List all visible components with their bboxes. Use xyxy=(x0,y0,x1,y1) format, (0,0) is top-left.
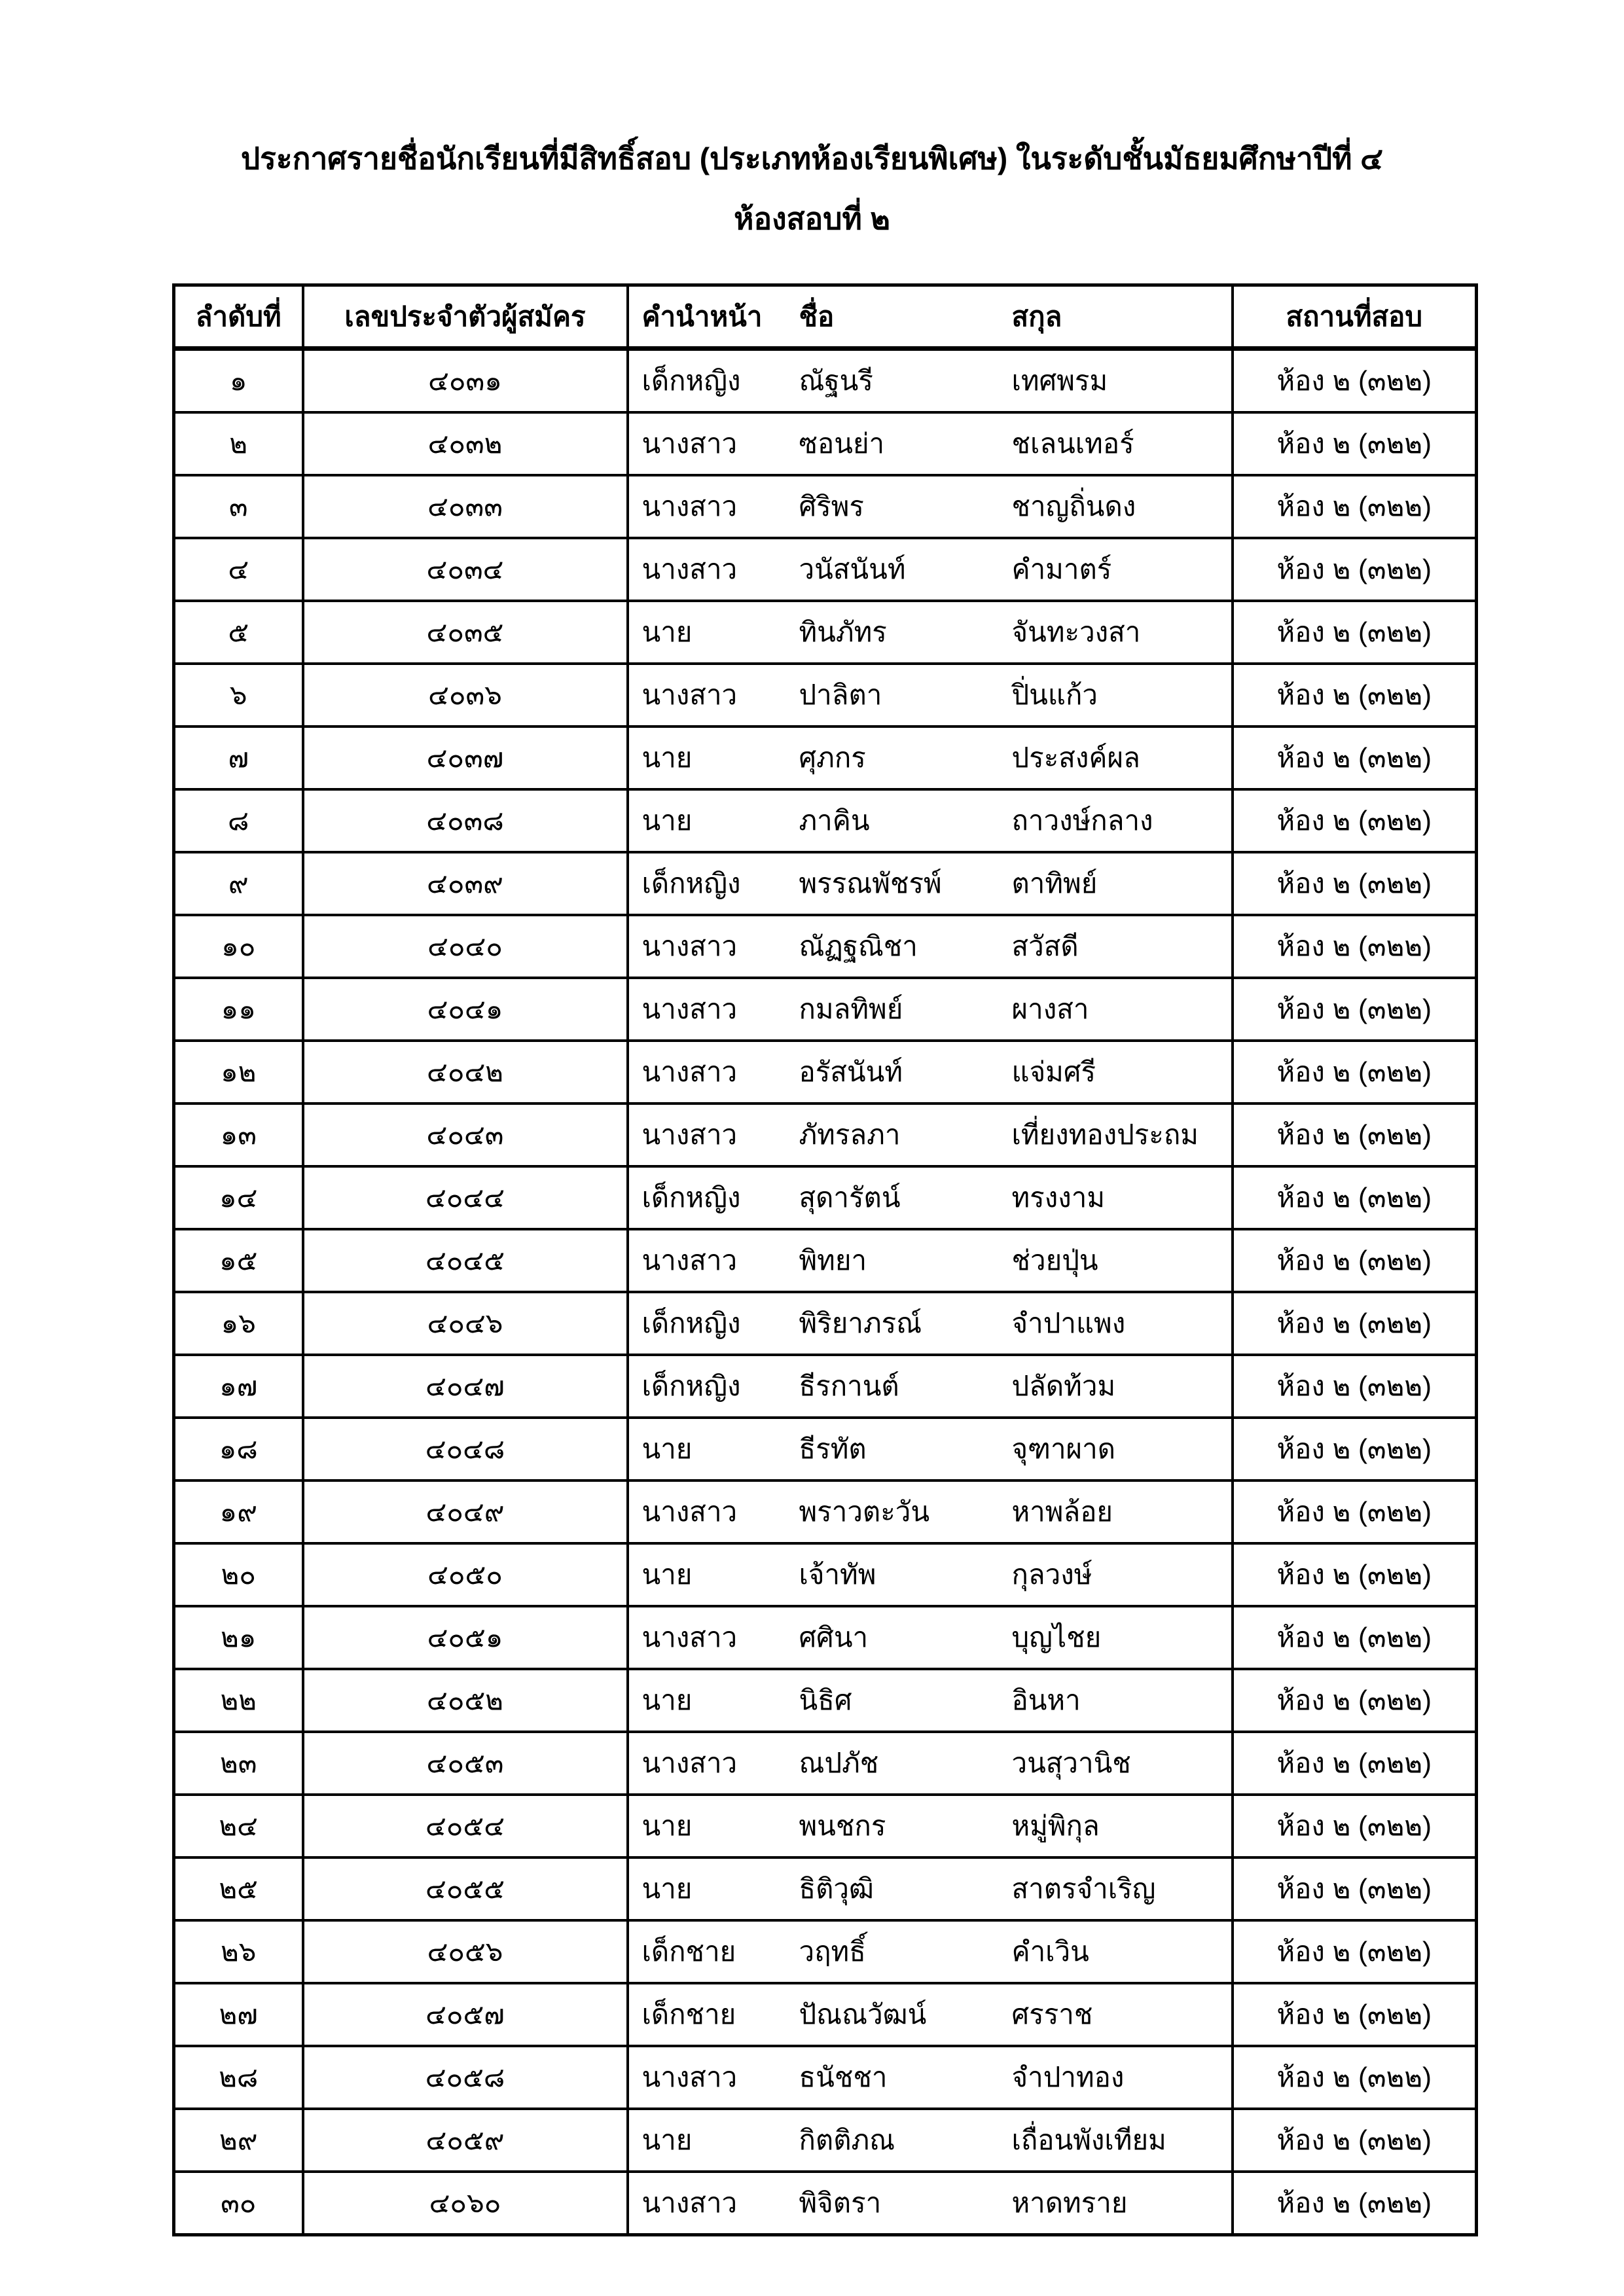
first-name-cell: พิทยา xyxy=(799,1245,867,1276)
table-row xyxy=(174,2046,1477,2109)
table-row xyxy=(174,978,1477,1041)
prefix-cell: นางสาว xyxy=(641,554,738,584)
first-name-cell: ณัฏฐณิชา xyxy=(799,931,918,961)
last-name-cell: อินหา xyxy=(1011,1685,1081,1715)
last-name-cell: ประสงค์ผล xyxy=(1011,742,1140,773)
table-row xyxy=(174,1606,1477,1669)
first-name-cell: ทินภัทร xyxy=(799,617,887,647)
table-row xyxy=(174,1543,1477,1606)
prefix-cell: นาย xyxy=(641,1559,693,1590)
last-name-cell: หาพล้อย xyxy=(1011,1496,1113,1527)
applicant-id-cell: ๔๐๔๔ xyxy=(303,1166,628,1229)
applicant-id-cell: ๔๐๕๔ xyxy=(303,1795,628,1857)
first-name-cell: ธีรกานต์ xyxy=(799,1371,899,1401)
location-cell: ห้อง ๒ (๓๒๒) xyxy=(1233,1480,1477,1543)
order-cell: ๒๔ xyxy=(174,1795,303,1857)
name-group-cell xyxy=(628,1795,1233,1857)
last-name-cell: ช่วยปุ่น xyxy=(1011,1245,1098,1276)
header-row xyxy=(174,285,1477,349)
prefix-cell: เด็กหญิง xyxy=(641,365,741,396)
order-cell: ๑๓ xyxy=(174,1103,303,1166)
first-name-cell: พิจิตรา xyxy=(799,2187,882,2218)
location-cell: ห้อง ๒ (๓๒๒) xyxy=(1233,1166,1477,1229)
page-title-line1: ประกาศรายชื่อนักเรียนที่มีสิทธิ์สอบ (ประเภทห้องเรียนพิเศษ) ในระดับชั้นมัธยมศึกษาปีที่ ๔ xyxy=(240,141,1383,175)
exam-table-body xyxy=(174,349,1477,2235)
first-name-cell: วฤทธิ์ xyxy=(799,1936,866,1967)
prefix-cell: นางสาว xyxy=(641,994,738,1024)
first-name-cell: ธนัชชา xyxy=(799,2062,888,2092)
last-name-cell: ชาญถิ่นดง xyxy=(1011,491,1136,522)
name-group-cell xyxy=(628,978,1233,1041)
last-name-cell: สวัสดี xyxy=(1011,931,1079,961)
table-row xyxy=(174,601,1477,664)
order-cell: ๙ xyxy=(174,852,303,915)
location-cell: ห้อง ๒ (๓๒๒) xyxy=(1233,1606,1477,1669)
order-cell: ๒๒ xyxy=(174,1669,303,1732)
name-group-cell xyxy=(628,2109,1233,2172)
order-cell: ๑๐ xyxy=(174,915,303,978)
name-group-cell xyxy=(628,2172,1233,2235)
last-name-cell: เที่ยงทองประถม xyxy=(1011,1119,1199,1150)
first-name-cell: อรัสนันท์ xyxy=(799,1056,903,1087)
location-cell: ห้อง ๒ (๓๒๒) xyxy=(1233,349,1477,413)
applicant-id-cell: ๔๐๔๖ xyxy=(303,1292,628,1355)
last-name-cell: หาดทราย xyxy=(1011,2187,1128,2218)
name-group-cell xyxy=(628,852,1233,915)
location-cell: ห้อง ๒ (๓๒๒) xyxy=(1233,789,1477,852)
name-group-cell xyxy=(628,1229,1233,1292)
prefix-cell: นาย xyxy=(641,617,693,647)
prefix-cell: นางสาว xyxy=(641,1056,738,1087)
applicant-id-cell: ๔๐๓๗ xyxy=(303,726,628,789)
first-name-cell: ธิติวุฒิ xyxy=(799,1873,874,1904)
location-cell: ห้อง ๒ (๓๒๒) xyxy=(1233,1732,1477,1795)
applicant-id-cell: ๔๐๕๓ xyxy=(303,1732,628,1795)
name-group-cell xyxy=(628,1355,1233,1418)
table-row xyxy=(174,2109,1477,2172)
prefix-cell: เด็กชาย xyxy=(641,1936,736,1967)
applicant-id-cell: ๔๐๕๒ xyxy=(303,1669,628,1732)
location-cell: ห้อง ๒ (๓๒๒) xyxy=(1233,601,1477,664)
first-name-cell: ภัทรลภา xyxy=(799,1119,901,1150)
location-cell: ห้อง ๒ (๓๒๒) xyxy=(1233,1920,1477,1983)
first-name-cell: ศศินา xyxy=(799,1622,869,1653)
order-cell: ๒๓ xyxy=(174,1732,303,1795)
location-cell: ห้อง ๒ (๓๒๒) xyxy=(1233,2109,1477,2172)
applicant-id-cell: ๔๐๔๕ xyxy=(303,1229,628,1292)
prefix-cell: เด็กหญิง xyxy=(641,1371,741,1401)
applicant-id-cell: ๔๐๓๕ xyxy=(303,601,628,664)
name-group-cell xyxy=(628,1983,1233,2046)
table-row xyxy=(174,1166,1477,1229)
location-cell: ห้อง ๒ (๓๒๒) xyxy=(1233,1229,1477,1292)
name-group-cell xyxy=(628,1732,1233,1795)
prefix-cell: เด็กหญิง xyxy=(641,1182,741,1213)
col-header-name-group xyxy=(628,285,1233,349)
applicant-id-cell: ๔๐๔๑ xyxy=(303,978,628,1041)
last-name-cell: วนสุวานิช xyxy=(1011,1748,1131,1778)
location-cell: ห้อง ๒ (๓๒๒) xyxy=(1233,1041,1477,1103)
first-name-cell: ภาคิน xyxy=(799,805,870,836)
applicant-id-cell: ๔๐๕๕ xyxy=(303,1857,628,1920)
last-name-cell: ปลัดท้วม xyxy=(1011,1371,1116,1401)
location-cell: ห้อง ๒ (๓๒๒) xyxy=(1233,852,1477,915)
order-cell: ๔ xyxy=(174,538,303,601)
last-name-cell: ชเลนเทอร์ xyxy=(1011,428,1134,459)
location-cell: ห้อง ๒ (๓๒๒) xyxy=(1233,475,1477,538)
last-name-cell: เถื่อนพังเทียม xyxy=(1011,2125,1166,2155)
location-cell: ห้อง ๒ (๓๒๒) xyxy=(1233,1418,1477,1480)
col-header-first-name: ชื่อ xyxy=(799,300,835,332)
prefix-cell: นาย xyxy=(641,1810,693,1841)
first-name-cell: สุดารัตน์ xyxy=(799,1182,901,1213)
first-name-cell: นิธิศ xyxy=(799,1685,852,1715)
location-cell: ห้อง ๒ (๓๒๒) xyxy=(1233,538,1477,601)
prefix-cell: เด็กหญิง xyxy=(641,868,741,899)
first-name-cell: ปาลิตา xyxy=(799,679,882,710)
name-group-cell xyxy=(628,475,1233,538)
last-name-cell: ปิ่นแก้ว xyxy=(1011,679,1098,710)
applicant-id-cell: ๔๐๕๗ xyxy=(303,1983,628,2046)
last-name-cell: จุฑาผาด xyxy=(1011,1433,1116,1464)
first-name-cell: ซอนย่า xyxy=(799,428,885,459)
prefix-cell: นางสาว xyxy=(641,2062,738,2092)
applicant-id-cell: ๔๐๕๑ xyxy=(303,1606,628,1669)
location-cell: ห้อง ๒ (๓๒๒) xyxy=(1233,1795,1477,1857)
applicant-id-cell: ๔๐๔๒ xyxy=(303,1041,628,1103)
applicant-id-cell: ๔๐๔๗ xyxy=(303,1355,628,1418)
applicant-id-cell: ๔๐๓๑ xyxy=(303,349,628,413)
name-group-cell xyxy=(628,1041,1233,1103)
applicant-id-cell: ๔๐๕๖ xyxy=(303,1920,628,1983)
name-group-cell xyxy=(628,1543,1233,1606)
order-cell: ๑๘ xyxy=(174,1418,303,1480)
order-cell: ๘ xyxy=(174,789,303,852)
prefix-cell: นางสาว xyxy=(641,491,738,522)
table-row xyxy=(174,1418,1477,1480)
table-row xyxy=(174,475,1477,538)
prefix-cell: นางสาว xyxy=(641,2187,738,2218)
last-name-cell: คำมาตร์ xyxy=(1011,554,1112,584)
location-cell: ห้อง ๒ (๓๒๒) xyxy=(1233,978,1477,1041)
name-group-cell xyxy=(628,538,1233,601)
last-name-cell: กุลวงษ์ xyxy=(1011,1559,1092,1590)
first-name-cell: ณัฐนรี xyxy=(799,365,873,396)
applicant-id-cell: ๔๐๓๘ xyxy=(303,789,628,852)
table-row xyxy=(174,1983,1477,2046)
prefix-cell: นางสาว xyxy=(641,679,738,710)
table-row xyxy=(174,1920,1477,1983)
name-group-cell xyxy=(628,1606,1233,1669)
last-name-cell: หมู่พิกุล xyxy=(1011,1810,1100,1841)
col-header-applicant-id: เลขประจำตัวผู้สมัคร xyxy=(303,285,628,349)
first-name-cell: พิริยาภรณ์ xyxy=(799,1308,922,1338)
table-row xyxy=(174,1669,1477,1732)
order-cell: ๒๙ xyxy=(174,2109,303,2172)
page-title-line2: ห้องสอบที่ ๒ xyxy=(734,202,890,236)
name-group-cell xyxy=(628,601,1233,664)
order-cell: ๒๐ xyxy=(174,1543,303,1606)
name-group-cell xyxy=(628,1166,1233,1229)
table-row xyxy=(174,412,1477,475)
prefix-cell: นาย xyxy=(641,742,693,773)
col-header-order: ลำดับที่ xyxy=(174,285,303,349)
order-cell: ๑๙ xyxy=(174,1480,303,1543)
prefix-cell: นาย xyxy=(641,2125,693,2155)
table-row xyxy=(174,349,1477,413)
table-row xyxy=(174,1292,1477,1355)
first-name-cell: ธีรทัต xyxy=(799,1433,867,1464)
last-name-cell: จำปาทอง xyxy=(1011,2062,1125,2092)
location-cell: ห้อง ๒ (๓๒๒) xyxy=(1233,915,1477,978)
last-name-cell: ตาทิพย์ xyxy=(1011,868,1098,899)
order-cell: ๑ xyxy=(174,349,303,413)
order-cell: ๑๒ xyxy=(174,1041,303,1103)
prefix-cell: นางสาว xyxy=(641,1119,738,1150)
location-cell: ห้อง ๒ (๓๒๒) xyxy=(1233,1857,1477,1920)
first-name-cell: ปัณณวัฒน์ xyxy=(799,1999,927,2030)
prefix-cell: เด็กชาย xyxy=(641,1999,736,2030)
prefix-cell: นาย xyxy=(641,1873,693,1904)
prefix-cell: นาย xyxy=(641,1433,693,1464)
prefix-cell: นางสาว xyxy=(641,1748,738,1778)
prefix-cell: นาย xyxy=(641,1685,693,1715)
last-name-cell: ศรราช xyxy=(1011,1999,1093,2030)
name-group-cell xyxy=(628,1103,1233,1166)
name-group-cell xyxy=(628,664,1233,726)
last-name-cell: จันทะวงสา xyxy=(1011,617,1141,647)
first-name-cell: พรรณพัชรพ์ xyxy=(799,868,942,899)
table-row xyxy=(174,1732,1477,1795)
order-cell: ๖ xyxy=(174,664,303,726)
applicant-id-cell: ๔๐๓๒ xyxy=(303,412,628,475)
first-name-cell: เจ้าทัพ xyxy=(799,1559,876,1590)
applicant-id-cell: ๔๐๕๙ xyxy=(303,2109,628,2172)
order-cell: ๑๗ xyxy=(174,1355,303,1418)
first-name-cell: ศุภกร xyxy=(799,742,866,773)
exam-candidates-table xyxy=(172,283,1478,2236)
table-row xyxy=(174,1857,1477,1920)
last-name-cell: สาตรจำเริญ xyxy=(1011,1873,1156,1904)
applicant-id-cell: ๔๐๓๔ xyxy=(303,538,628,601)
last-name-cell: เทศพรม xyxy=(1011,365,1108,396)
location-cell: ห้อง ๒ (๓๒๒) xyxy=(1233,1355,1477,1418)
table-row xyxy=(174,1229,1477,1292)
prefix-cell: เด็กหญิง xyxy=(641,1308,741,1338)
last-name-cell: จำปาแพง xyxy=(1011,1308,1126,1338)
name-group-cell xyxy=(628,1857,1233,1920)
applicant-id-cell: ๔๐๕๘ xyxy=(303,2046,628,2109)
last-name-cell: แจ่มศรี xyxy=(1011,1056,1096,1087)
prefix-cell: นาย xyxy=(641,805,693,836)
table-row xyxy=(174,538,1477,601)
prefix-cell: นางสาว xyxy=(641,1622,738,1653)
location-cell: ห้อง ๒ (๓๒๒) xyxy=(1233,726,1477,789)
order-cell: ๑๔ xyxy=(174,1166,303,1229)
first-name-cell: กมลทิพย์ xyxy=(799,994,903,1024)
order-cell: ๒ xyxy=(174,412,303,475)
document-title xyxy=(0,128,1624,249)
applicant-id-cell: ๔๐๔๘ xyxy=(303,1418,628,1480)
col-header-prefix: คำนำหน้า xyxy=(641,300,763,332)
location-cell: ห้อง ๒ (๓๒๒) xyxy=(1233,664,1477,726)
col-header-last-name: สกุล xyxy=(1011,300,1062,332)
applicant-id-cell: ๔๐๔๐ xyxy=(303,915,628,978)
applicant-id-cell: ๔๐๓๙ xyxy=(303,852,628,915)
order-cell: ๑๖ xyxy=(174,1292,303,1355)
name-group-cell xyxy=(628,789,1233,852)
order-cell: ๒๑ xyxy=(174,1606,303,1669)
order-cell: ๒๖ xyxy=(174,1920,303,1983)
applicant-id-cell: ๔๐๖๐ xyxy=(303,2172,628,2235)
applicant-id-cell: ๔๐๕๐ xyxy=(303,1543,628,1606)
name-group-cell xyxy=(628,1292,1233,1355)
location-cell: ห้อง ๒ (๓๒๒) xyxy=(1233,2046,1477,2109)
table-row xyxy=(174,789,1477,852)
table-row xyxy=(174,664,1477,726)
last-name-cell: บุญไชย xyxy=(1011,1622,1102,1653)
last-name-cell: ทรงงาม xyxy=(1011,1182,1106,1213)
table-row xyxy=(174,1103,1477,1166)
order-cell: ๒๕ xyxy=(174,1857,303,1920)
prefix-cell: นางสาว xyxy=(641,1496,738,1527)
applicant-id-cell: ๔๐๓๖ xyxy=(303,664,628,726)
order-cell: ๓๐ xyxy=(174,2172,303,2235)
table-row xyxy=(174,1041,1477,1103)
table-row xyxy=(174,852,1477,915)
last-name-cell: คำเวิน xyxy=(1011,1936,1089,1967)
order-cell: ๕ xyxy=(174,601,303,664)
table-row xyxy=(174,1795,1477,1857)
order-cell: ๑๑ xyxy=(174,978,303,1041)
name-group-cell xyxy=(628,412,1233,475)
name-group-cell xyxy=(628,1418,1233,1480)
applicant-id-cell: ๔๐๓๓ xyxy=(303,475,628,538)
order-cell: ๒๗ xyxy=(174,1983,303,2046)
location-cell: ห้อง ๒ (๓๒๒) xyxy=(1233,412,1477,475)
prefix-cell: นางสาว xyxy=(641,931,738,961)
location-cell: ห้อง ๒ (๓๒๒) xyxy=(1233,1669,1477,1732)
location-cell: ห้อง ๒ (๓๒๒) xyxy=(1233,1103,1477,1166)
name-group-cell xyxy=(628,1480,1233,1543)
last-name-cell: ถาวงษ์กลาง xyxy=(1011,805,1153,836)
last-name-cell: ผางสา xyxy=(1011,994,1089,1024)
table-row xyxy=(174,1480,1477,1543)
col-header-location: สถานที่สอบ xyxy=(1233,285,1477,349)
table-row xyxy=(174,915,1477,978)
location-cell: ห้อง ๒ (๓๒๒) xyxy=(1233,1543,1477,1606)
table-row xyxy=(174,726,1477,789)
order-cell: ๑๕ xyxy=(174,1229,303,1292)
name-group-cell xyxy=(628,915,1233,978)
order-cell: ๓ xyxy=(174,475,303,538)
table-row xyxy=(174,2172,1477,2235)
prefix-cell: นางสาว xyxy=(641,428,738,459)
name-group-cell xyxy=(628,726,1233,789)
first-name-cell: ศิริพร xyxy=(799,491,864,522)
prefix-cell: นางสาว xyxy=(641,1245,738,1276)
location-cell: ห้อง ๒ (๓๒๒) xyxy=(1233,1983,1477,2046)
table-row xyxy=(174,1355,1477,1418)
first-name-cell: ณปภัช xyxy=(799,1748,879,1778)
first-name-cell: วนัสนันท์ xyxy=(799,554,906,584)
location-cell: ห้อง ๒ (๓๒๒) xyxy=(1233,2172,1477,2235)
name-group-cell xyxy=(628,2046,1233,2109)
applicant-id-cell: ๔๐๔๓ xyxy=(303,1103,628,1166)
name-group-cell xyxy=(628,349,1233,413)
order-cell: ๗ xyxy=(174,726,303,789)
applicant-id-cell: ๔๐๔๙ xyxy=(303,1480,628,1543)
first-name-cell: กิตติภณ xyxy=(799,2125,895,2155)
name-group-cell xyxy=(628,1920,1233,1983)
order-cell: ๒๘ xyxy=(174,2046,303,2109)
name-group-cell xyxy=(628,1669,1233,1732)
first-name-cell: พราวตะวัน xyxy=(799,1496,930,1527)
table-header xyxy=(174,285,1477,349)
first-name-cell: พนชกร xyxy=(799,1810,886,1841)
location-cell: ห้อง ๒ (๓๒๒) xyxy=(1233,1292,1477,1355)
